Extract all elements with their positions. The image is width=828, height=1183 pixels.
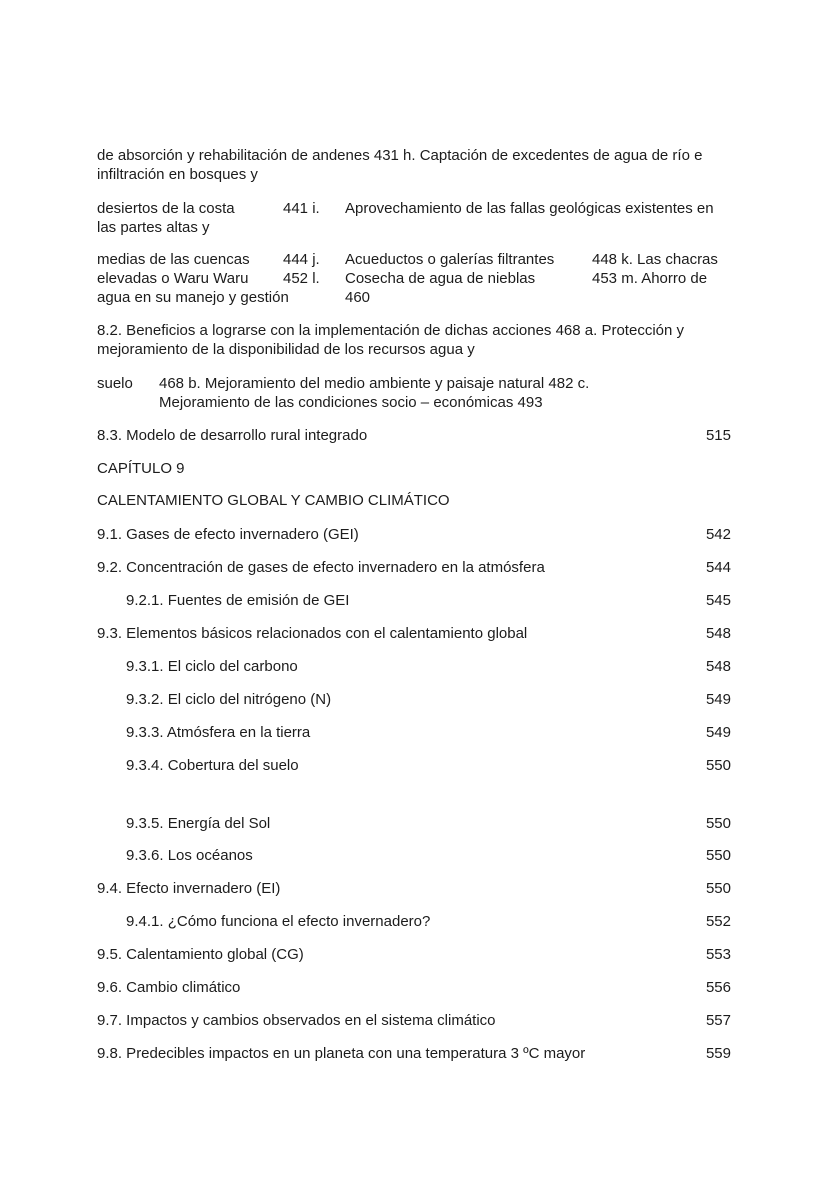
toc-text-line: Mejoramiento de las condiciones socio – económicas 493 (159, 394, 543, 411)
toc-text-fragment: Aprovechamiento de las fallas geológicas existentes en (345, 200, 714, 217)
toc-entry[interactable] (97, 879, 731, 898)
toc-subentry[interactable] (97, 912, 731, 931)
toc-text-line: 8.2. Beneficios a lograrse con la implementación de dichas acciones 468 a. Protección y (97, 322, 684, 339)
toc-entry-page: 550 (705, 757, 731, 774)
toc-entry[interactable] (97, 525, 731, 544)
toc-entry-title: 9.6. Cambio climático (97, 979, 241, 996)
toc-entry-page: 515 (705, 427, 731, 444)
toc-subentry[interactable] (97, 591, 731, 610)
toc-entry-title: 8.3. Modelo de desarrollo rural integrado (97, 427, 368, 444)
toc-text-fragment: suelo (97, 375, 133, 392)
toc-entry-page: 548 (705, 658, 731, 675)
toc-text-line: de absorción y rehabilitación de andenes 431 h. Captación de excedentes de agua de río e (97, 147, 703, 164)
toc-entry[interactable] (97, 624, 731, 643)
toc-page-ref: 444 j. (283, 251, 320, 268)
toc-subentry[interactable] (97, 723, 731, 742)
chapter-title: CALENTAMIENTO GLOBAL Y CAMBIO CLIMÁTICO (97, 492, 450, 509)
toc-subentry[interactable] (97, 690, 731, 709)
toc-text-fragment: Cosecha de agua de nieblas (345, 270, 536, 287)
toc-entry-title: 9.3.3. Atmósfera en la tierra (126, 724, 311, 741)
toc-subentry[interactable] (97, 756, 731, 775)
toc-entry-title: 9.1. Gases de efecto invernadero (GEI) (97, 526, 359, 543)
toc-text-line: infiltración en bosques y (97, 166, 258, 183)
toc-entry[interactable] (97, 426, 731, 445)
toc-text-fragment: 453 m. Ahorro de (592, 270, 708, 287)
toc-subentry[interactable] (97, 846, 731, 865)
toc-entry-title: 9.2.1. Fuentes de emisión de GEI (126, 592, 350, 609)
toc-text-fragment: medias de las cuencas (97, 251, 250, 268)
toc-entry-page: 549 (705, 724, 731, 741)
toc-text-fragment: agua en su manejo y gestión (97, 289, 289, 306)
toc-entry-title: 9.3.1. El ciclo del carbono (126, 658, 298, 675)
toc-entry-title: 9.3.4. Cobertura del suelo (126, 757, 299, 774)
toc-page-ref: 452 l. (283, 270, 320, 287)
toc-page-ref: 460 (345, 289, 371, 306)
toc-entry[interactable] (97, 978, 731, 997)
toc-entry-page: 550 (705, 847, 731, 864)
toc-text-fragment: elevadas o Waru Waru (97, 270, 249, 287)
toc-page-ref: 441 i. (283, 200, 320, 217)
toc-entry-title: 9.8. Predecibles impactos en un planeta con una temperatura 3 ºC mayor (97, 1045, 586, 1062)
chapter-heading (97, 491, 731, 510)
toc-entry[interactable] (97, 558, 731, 577)
toc-entry-title: 9.3.6. Los océanos (126, 847, 253, 864)
toc-text-line: las partes altas y (97, 219, 210, 236)
toc-entry-page: 550 (705, 815, 731, 832)
toc-entry[interactable] (97, 1044, 731, 1063)
toc-entry-title: 9.3.2. El ciclo del nitrógeno (N) (126, 691, 332, 708)
toc-entry-page: 556 (705, 979, 731, 996)
toc-entry-title: 9.7. Impactos y cambios observados en el sistema climático (97, 1012, 496, 1029)
toc-entry[interactable] (97, 945, 731, 964)
toc-subentry[interactable] (97, 657, 731, 676)
toc-text-line: mejoramiento de la disponibilidad de los recursos agua y (97, 341, 475, 358)
toc-entry-title: 9.4.1. ¿Cómo funciona el efecto invernadero? (126, 913, 431, 930)
toc-entry-page: 542 (705, 526, 731, 543)
toc-entry-title: 9.2. Concentración de gases de efecto invernadero en la atmósfera (97, 559, 545, 576)
toc-text-fragment: desiertos de la costa (97, 200, 235, 217)
toc-entry-title: 9.3.5. Energía del Sol (126, 815, 271, 832)
chapter-number: CAPÍTULO 9 (97, 460, 185, 477)
toc-entry-page: 549 (705, 691, 731, 708)
toc-entry-page: 552 (705, 913, 731, 930)
toc-entry-page: 550 (705, 880, 731, 897)
chapter-label (97, 459, 731, 478)
toc-entry[interactable] (97, 1011, 731, 1030)
toc-entry-page: 545 (705, 592, 731, 609)
toc-entry-title: 9.5. Calentamiento global (CG) (97, 946, 304, 963)
toc-entry-title: 9.3. Elementos básicos relacionados con el calentamiento global (97, 625, 528, 642)
toc-entry-page: 557 (705, 1012, 731, 1029)
toc-subentry[interactable] (97, 814, 731, 833)
toc-entry-page: 559 (705, 1045, 731, 1062)
toc-text-line: 468 b. Mejoramiento del medio ambiente y paisaje natural 482 c. (159, 375, 590, 392)
toc-entry-page: 553 (705, 946, 731, 963)
toc-entry-page: 544 (705, 559, 731, 576)
toc-text-fragment: Acueductos o galerías filtrantes (345, 251, 555, 268)
toc-entry-page: 548 (705, 625, 731, 642)
toc-text-fragment: 448 k. Las chacras (592, 251, 718, 268)
toc-entry-title: 9.4. Efecto invernadero (EI) (97, 880, 281, 897)
